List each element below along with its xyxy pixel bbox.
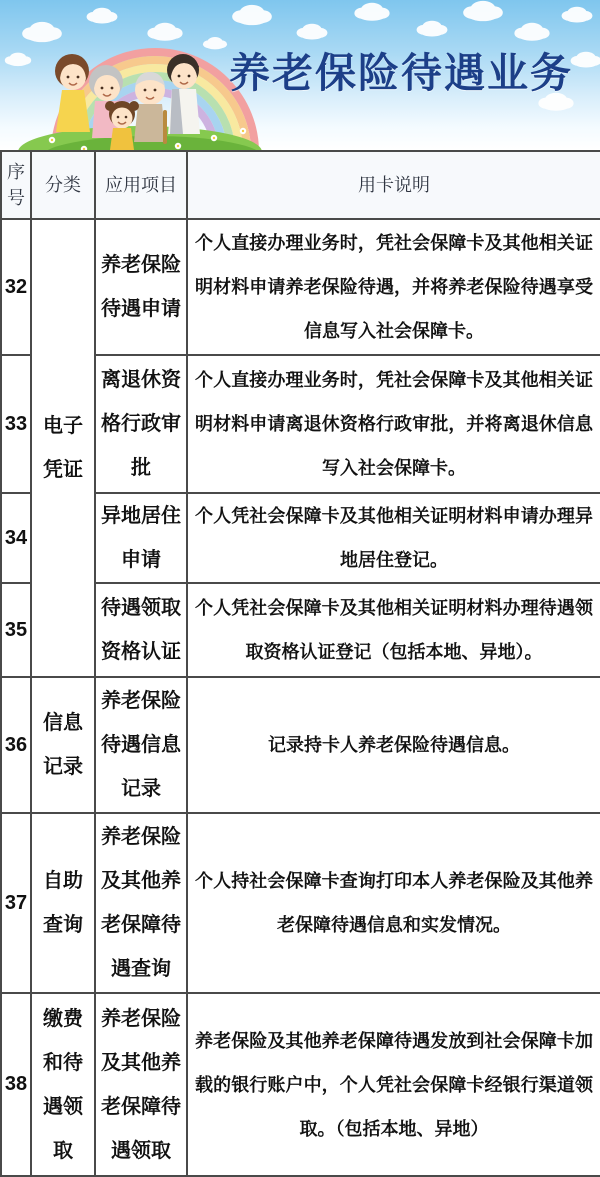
man-figure-icon	[167, 54, 200, 134]
category-cell: 缴费和待遇领取	[31, 993, 95, 1176]
table-header-row	[1, 151, 600, 219]
item-cell: 异地居住申请	[95, 493, 187, 583]
grandpa-figure-icon	[134, 72, 167, 144]
item-cell: 养老保险待遇申请	[95, 219, 187, 355]
banner	[0, 0, 600, 150]
table-row	[1, 219, 600, 355]
header-item: 应用项目	[95, 151, 187, 219]
description-cell: 个人凭社会保障卡及其他相关证明材料申请办理异地居住登记。	[187, 493, 600, 583]
description-cell: 养老保险及其他养老保障待遇发放到社会保障卡加载的银行账户中，个人凭社会保障卡经银行渠道领取。（包括本地、异地）	[187, 993, 600, 1176]
table-row	[1, 813, 600, 993]
page-title: 养老保险待遇业务	[229, 50, 573, 96]
benefits-table	[0, 150, 600, 1177]
row-number-cell: 38	[1, 993, 31, 1176]
item-cell: 养老保险待遇信息记录	[95, 677, 187, 813]
category-cell: 信息记录	[31, 677, 95, 813]
row-number-cell: 36	[1, 677, 31, 813]
description-cell: 个人持社会保障卡查询打印本人养老保险及其他养老保障待遇信息和实发情况。	[187, 813, 600, 993]
description-cell: 个人直接办理业务时，凭社会保障卡及其他相关证明材料申请离退休资格行政审批，并将离退休信息写入社会保障卡。	[187, 355, 600, 493]
header-no: 序号	[1, 151, 31, 219]
item-cell: 待遇领取资格认证	[95, 583, 187, 677]
item-cell: 养老保险及其他养老保障待遇查询	[95, 813, 187, 993]
header-category: 分类	[31, 151, 95, 219]
category-cell: 自助查询	[31, 813, 95, 993]
table-row	[1, 677, 600, 813]
category-cell: 电子凭证	[31, 219, 95, 677]
description-cell: 记录持卡人养老保险待遇信息。	[187, 677, 600, 813]
row-number-cell: 35	[1, 583, 31, 677]
row-number-cell: 34	[1, 493, 31, 583]
description-cell: 个人直接办理业务时，凭社会保障卡及其他相关证明材料申请养老保险待遇，并将养老保险待遇享受信息写入社会保障卡。	[187, 219, 600, 355]
item-cell: 离退休资格行政审批	[95, 355, 187, 493]
header-description: 用卡说明	[187, 151, 600, 219]
table-row	[1, 993, 600, 1176]
description-cell: 个人凭社会保障卡及其他相关证明材料办理待遇领取资格认证登记（包括本地、异地）。	[187, 583, 600, 677]
item-cell: 养老保险及其他养老保障待遇领取	[95, 993, 187, 1176]
row-number-cell: 37	[1, 813, 31, 993]
row-number-cell: 32	[1, 219, 31, 355]
row-number-cell: 33	[1, 355, 31, 493]
